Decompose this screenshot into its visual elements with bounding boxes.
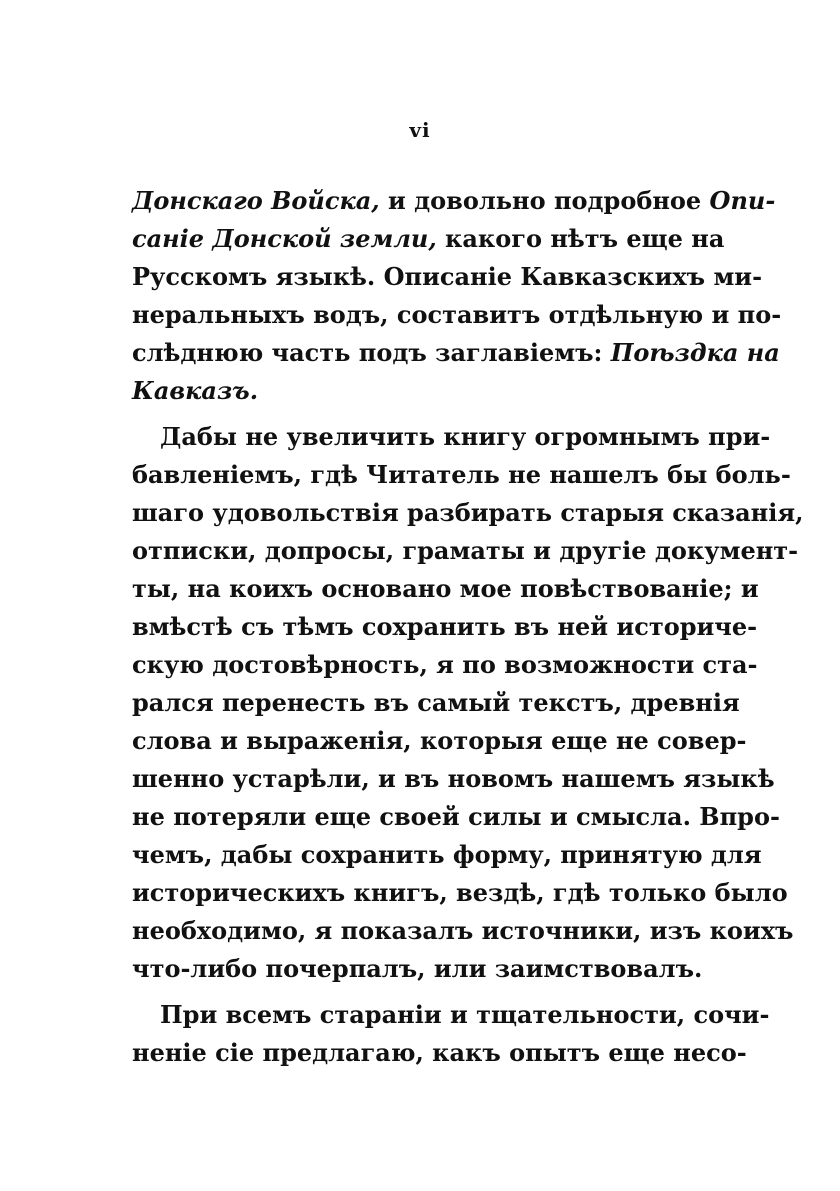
text-segment: отписки, допросы, граматы и другіе документ-	[132, 536, 799, 565]
page-number: vi	[409, 118, 431, 142]
text-segment: чемъ, дабы сохранить форму, принятую для	[132, 840, 762, 869]
text-segment: рался перенесть въ самый текстъ, древнія	[132, 688, 740, 717]
text-line	[132, 686, 740, 720]
text-line	[132, 800, 780, 834]
text-line	[132, 222, 725, 256]
text-segment: какого нѣтъ еще на	[436, 224, 725, 253]
text-segment: и довольно подробное	[379, 186, 710, 215]
text-line	[132, 184, 776, 218]
text-line	[132, 534, 799, 568]
text-segment: что-либо почерпалъ, или заимствовалъ.	[132, 954, 703, 983]
text-line	[132, 496, 804, 530]
text-line	[132, 914, 794, 948]
text-segment: Дабы не увеличить книгу огромнымъ при-	[160, 422, 771, 451]
text-line	[132, 260, 763, 294]
italic-text: Донскаго Войска,	[132, 186, 380, 215]
italic-text: Кавказъ.	[132, 376, 259, 405]
text-segment: не потеряли еще своей силы и смысла. Впро-	[132, 802, 780, 831]
text-line	[132, 572, 759, 606]
text-segment: При всемъ стараніи и тщательности, сочи-	[160, 1000, 770, 1029]
text-segment: неніе сіе предлагаю, какъ опытъ еще несо-	[132, 1038, 747, 1067]
text-line	[132, 838, 762, 872]
text-line	[132, 1036, 747, 1070]
text-segment: шаго удовольствія разбирать старыя сказанія,	[132, 498, 804, 527]
text-segment: слѣднюю часть подъ заглавіемъ:	[132, 338, 611, 367]
text-line	[132, 458, 791, 492]
text-line	[132, 762, 775, 796]
text-segment: скую достовѣрность, я по возможности ста-	[132, 650, 758, 679]
text-line	[160, 420, 771, 454]
text-segment: неральныхъ водъ, составитъ отдѣльную и по-	[132, 300, 782, 329]
text-line	[132, 724, 747, 758]
text-segment: ты, на коихъ основано мое повѣствованіе; и	[132, 574, 759, 603]
text-line	[160, 998, 770, 1032]
text-segment: вмѣстѣ съ тѣмъ сохранить въ ней историче-	[132, 612, 758, 641]
text-line	[132, 336, 780, 370]
text-segment: шенно устарѣли, и въ новомъ нашемъ языкѣ	[132, 764, 775, 793]
text-line	[132, 298, 782, 332]
italic-text: саніе Донской земли,	[132, 224, 437, 253]
text-line	[132, 648, 758, 682]
text-line	[132, 610, 758, 644]
text-line	[132, 952, 703, 986]
text-line	[132, 374, 676, 408]
text-segment: историческихъ книгъ, вездѣ, гдѣ только было	[132, 878, 788, 907]
text-segment: бавленіемъ, гдѣ Читатель не нашелъ бы боль-	[132, 460, 791, 489]
italic-text: Опи-	[709, 186, 776, 215]
text-segment: слова и выраженія, которыя еще не совер-	[132, 726, 747, 755]
italic-text: Поѣздка на	[610, 338, 780, 367]
text-segment: Русскомъ языкѣ. Описаніе Кавказскихъ ми-	[132, 262, 763, 291]
text-segment: необходимо, я показалъ источники, изъ коихъ	[132, 916, 794, 945]
text-line	[132, 876, 788, 910]
